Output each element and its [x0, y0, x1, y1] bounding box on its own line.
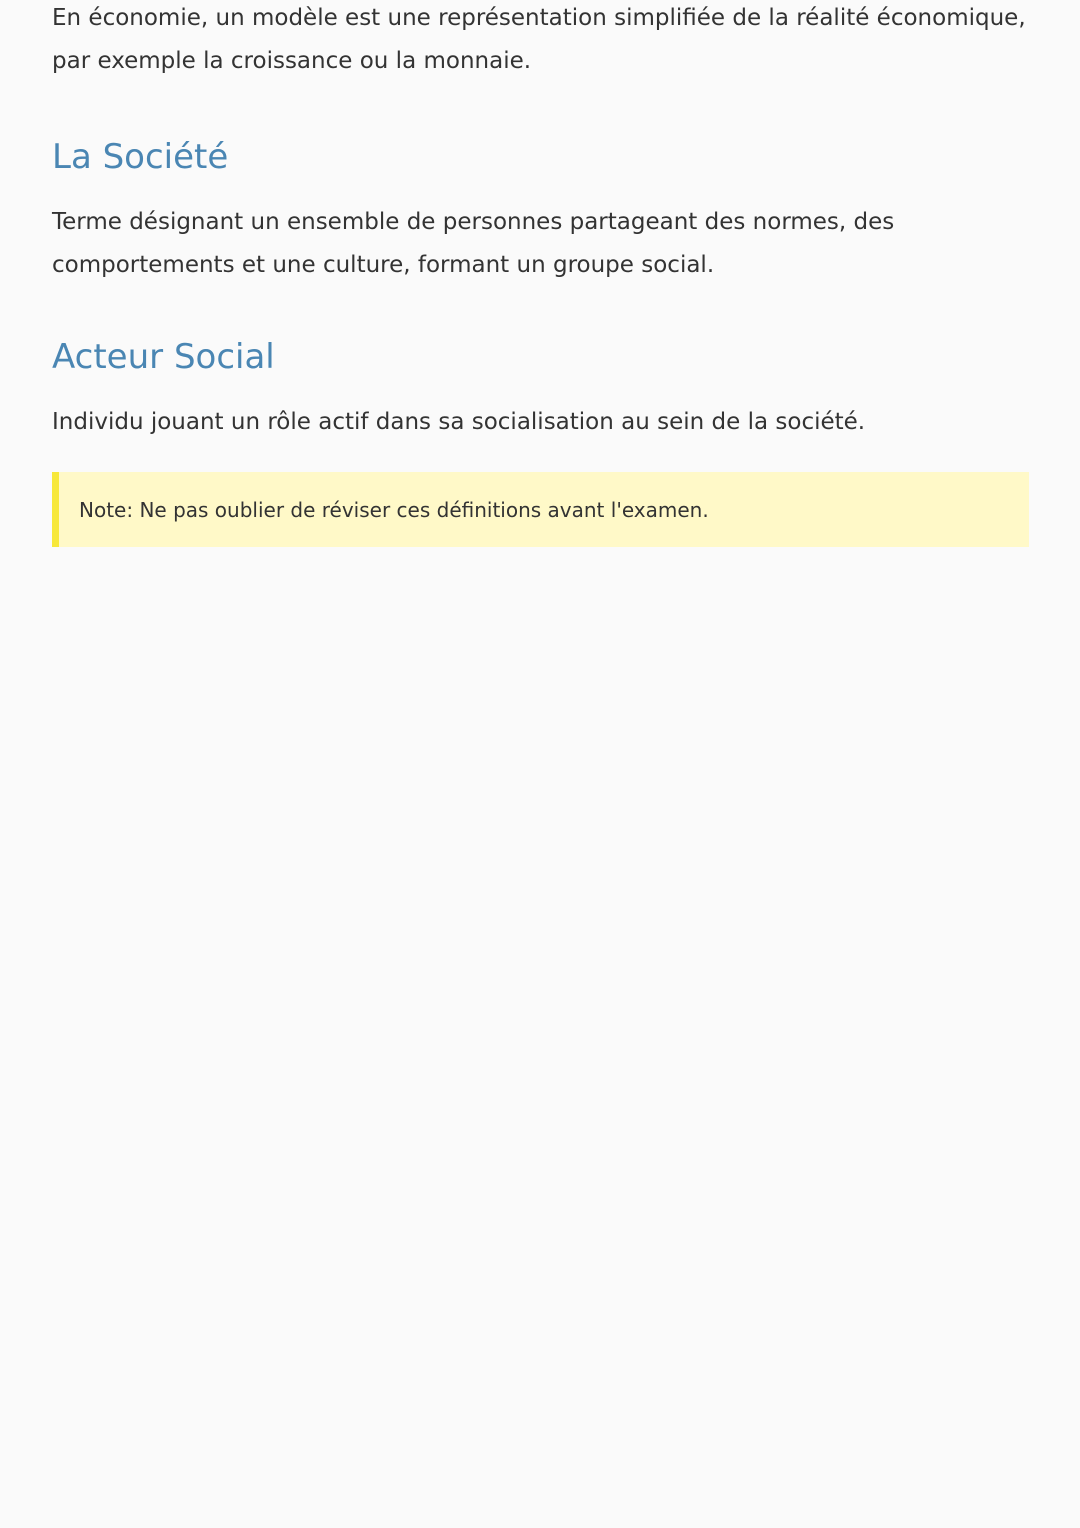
intro-paragraph: En économie, un modèle est une représentation simplifiée de la réalité économique, par exemple la croissance ou la monnaie. [52, 5, 1026, 74]
definition-acteur-social: Individu jouant un rôle actif dans sa socialisation au sein de la société. [52, 409, 866, 435]
document-content [52, 0, 1029, 547]
heading-acteur-social: Acteur Social [52, 337, 275, 377]
definition-la-societe: Terme désignant un ensemble de personnes partageant des normes, des comportements et une culture, formant un groupe social. [52, 209, 895, 278]
heading-la-societe: La Société [52, 137, 229, 177]
note-text: Note: Ne pas oublier de réviser ces définitions avant l'examen. [79, 497, 709, 522]
note-callout [52, 472, 1029, 547]
